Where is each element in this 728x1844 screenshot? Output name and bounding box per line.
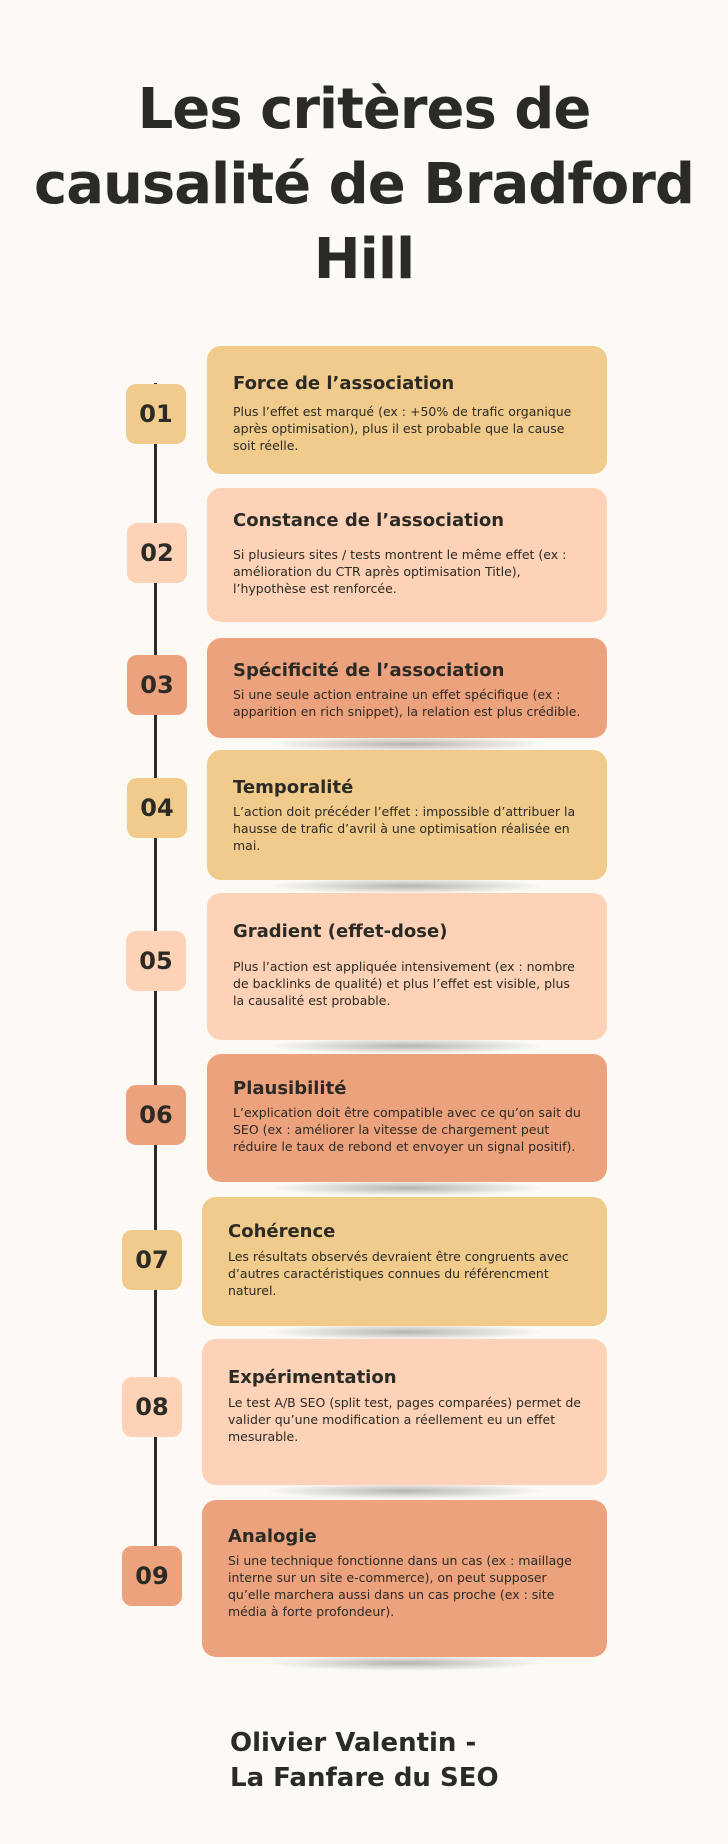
criterion-text: Plus l’effet est marqué (ex : +50% de trafic organique après optimisation), plus il est probable que la cause soit réelle. xyxy=(233,404,572,453)
criterion-text: L’explication doit être compatible avec ce qu’on sait du SEO (ex : améliorer la vitesse de chargement peut réduire le taux de rebond et envoyer un signal positif). xyxy=(233,1105,581,1154)
criterion-number-04: 04 xyxy=(127,778,187,838)
author-name: Olivier Valentin - xyxy=(230,1728,477,1758)
criterion-number-03: 03 xyxy=(127,655,187,715)
criterion-card-experimentation xyxy=(202,1339,607,1485)
criterion-text: Les résultats observés devraient être congruents avec d’autres caractéristiques connues du référencment naturel. xyxy=(228,1249,569,1298)
criterion-text: Plus l’action est appliquée intensivement (ex : nombre de backlinks de qualité) et plus l’effet est visible, plus la causalité est probable. xyxy=(233,959,575,1008)
criterion-title: Gradient (effet-dose) xyxy=(233,921,448,942)
criterion-card-force xyxy=(207,346,607,474)
criterion-title: Constance de l’association xyxy=(233,510,505,531)
criterion-title: Cohérence xyxy=(228,1221,336,1242)
criterion-text: Le test A/B SEO (split test, pages comparées) permet de valider qu’une modification a réellement eu un effet mesurable. xyxy=(228,1395,581,1444)
criterion-card-temporalite xyxy=(207,750,607,880)
criterion-title: Spécificité de l’association xyxy=(233,660,505,681)
criterion-card-analogie xyxy=(202,1500,607,1657)
criterion-text: Si une technique fonctionne dans un cas (ex : maillage interne sur un site e-commerce), on peut supposer qu’elle marchera aussi dans un cas proche (ex : site média à forte profondeur). xyxy=(228,1553,572,1619)
criterion-card-specificite xyxy=(207,638,607,738)
criterion-number-01: 01 xyxy=(126,384,186,444)
criterion-title: Force de l’association xyxy=(233,373,455,394)
author-brand: La Fanfare du SEO xyxy=(230,1763,499,1793)
criterion-title: Analogie xyxy=(228,1526,317,1547)
criterion-card-constance xyxy=(207,488,607,622)
criterion-card-plausibilite xyxy=(207,1054,607,1182)
criterion-card-coherence xyxy=(202,1197,607,1326)
criterion-title: Temporalité xyxy=(233,777,354,798)
criterion-text: L’action doit précéder l’effet : impossible d’attribuer la hausse de trafic d’avril à une optimisation réalisée en mai. xyxy=(233,804,576,853)
criterion-number-08: 08 xyxy=(122,1377,182,1437)
criterion-number-05: 05 xyxy=(126,931,186,991)
criterion-text: Si plusieurs sites / tests montrent le même effet (ex : amélioration du CTR après optimisation Title), l’hypothèse est renforcée. xyxy=(233,547,567,596)
criterion-number-06: 06 xyxy=(126,1085,186,1145)
criterion-number-09: 09 xyxy=(122,1546,182,1606)
criterion-number-02: 02 xyxy=(127,523,187,583)
criterion-number-07: 07 xyxy=(122,1230,182,1290)
author-signature xyxy=(230,1726,499,1796)
criterion-card-gradient xyxy=(207,893,607,1040)
criterion-text: Si une seule action entraine un effet spécifique (ex : apparition en rich snippet), la relation est plus crédible. xyxy=(233,687,581,719)
criterion-title: Plausibilité xyxy=(233,1078,347,1099)
criterion-title: Expérimentation xyxy=(228,1367,397,1388)
page-title: Les critères de causalité de Bradford Hill xyxy=(34,77,694,292)
